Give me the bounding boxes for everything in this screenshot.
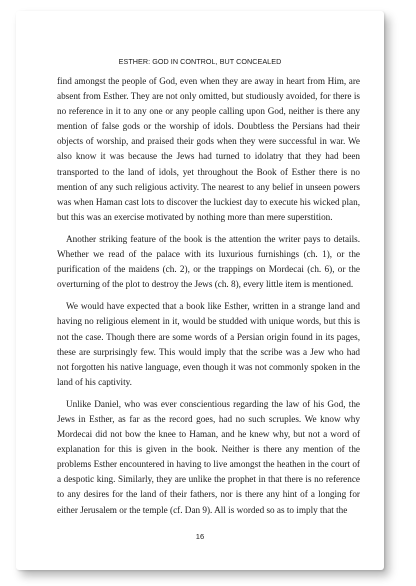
- page-body: [57, 74, 360, 525]
- paragraph-details: Another striking feature of the book is the attention the writer pays to details. Whether we read of the palace with its luxurious furnishings (ch. 1), or the purification of the maidens (ch. 2), or the trappings on Mordecai (ch. 6), or the overturning of the plot to destroy the Jews (ch. 8), every little item is mentioned.: [57, 233, 360, 290]
- page-number: 16: [195, 532, 205, 541]
- book-page: [16, 11, 384, 570]
- paragraph-continuation: find amongst the people of God, even when they are away in heart from Him, are absent from Esther. They are not only omitted, but studiously avoided, for there is no reference in it to any one or any people calling upon God, neither is there any mention of false gods or the worship of idols. Doubtless the Persians had their objects of worship, and praised their gods when they were successful in war. We also know it was because the Jews had turned to idolatry that they had been transported to the land of idols, yet throughout the Book of Esther there is no mention of any such religious activity. The nearest to any belief in unseen powers was when Haman cast lots to discover the luckiest day to execute his wicked plan, but this was an exercise motivated by nothing more than mere superstition.: [57, 76, 360, 222]
- paragraph-daniel-comparison: Unlike Daniel, who was ever conscientious regarding the law of his God, the Jews in Esther, as far as the record goes, had no such scruples. We know why Mordecai did not bow the knee to Haman, and he knew why, but not a word of explanation for this is given in the book. Neither is there any mention of the problems Esther encountered in having to live amongst the heathen in the court of a despotic king. Similarly, they are unlike the prophet in that there is no reference to any desires for the land of their fathers, nor is there any hint of a longing for either Jerusalem or the temple (cf. Dan 9). All is worded so as to imply that the: [57, 398, 360, 515]
- running-header: ESTHER: GOD IN CONTROL, BUT CONCEALED: [118, 57, 282, 66]
- paragraph-language: We would have expected that a book like Esther, written in a strange land and having no religious element in it, would be studded with unique words, but this is not the case. Though there are some words of a Persian origin found in its pages, these are surprisingly few. This would imply that the scribe was a Jew who had not forgotten his native language, even though it was not commonly spoken in the land of his captivity.: [57, 301, 360, 387]
